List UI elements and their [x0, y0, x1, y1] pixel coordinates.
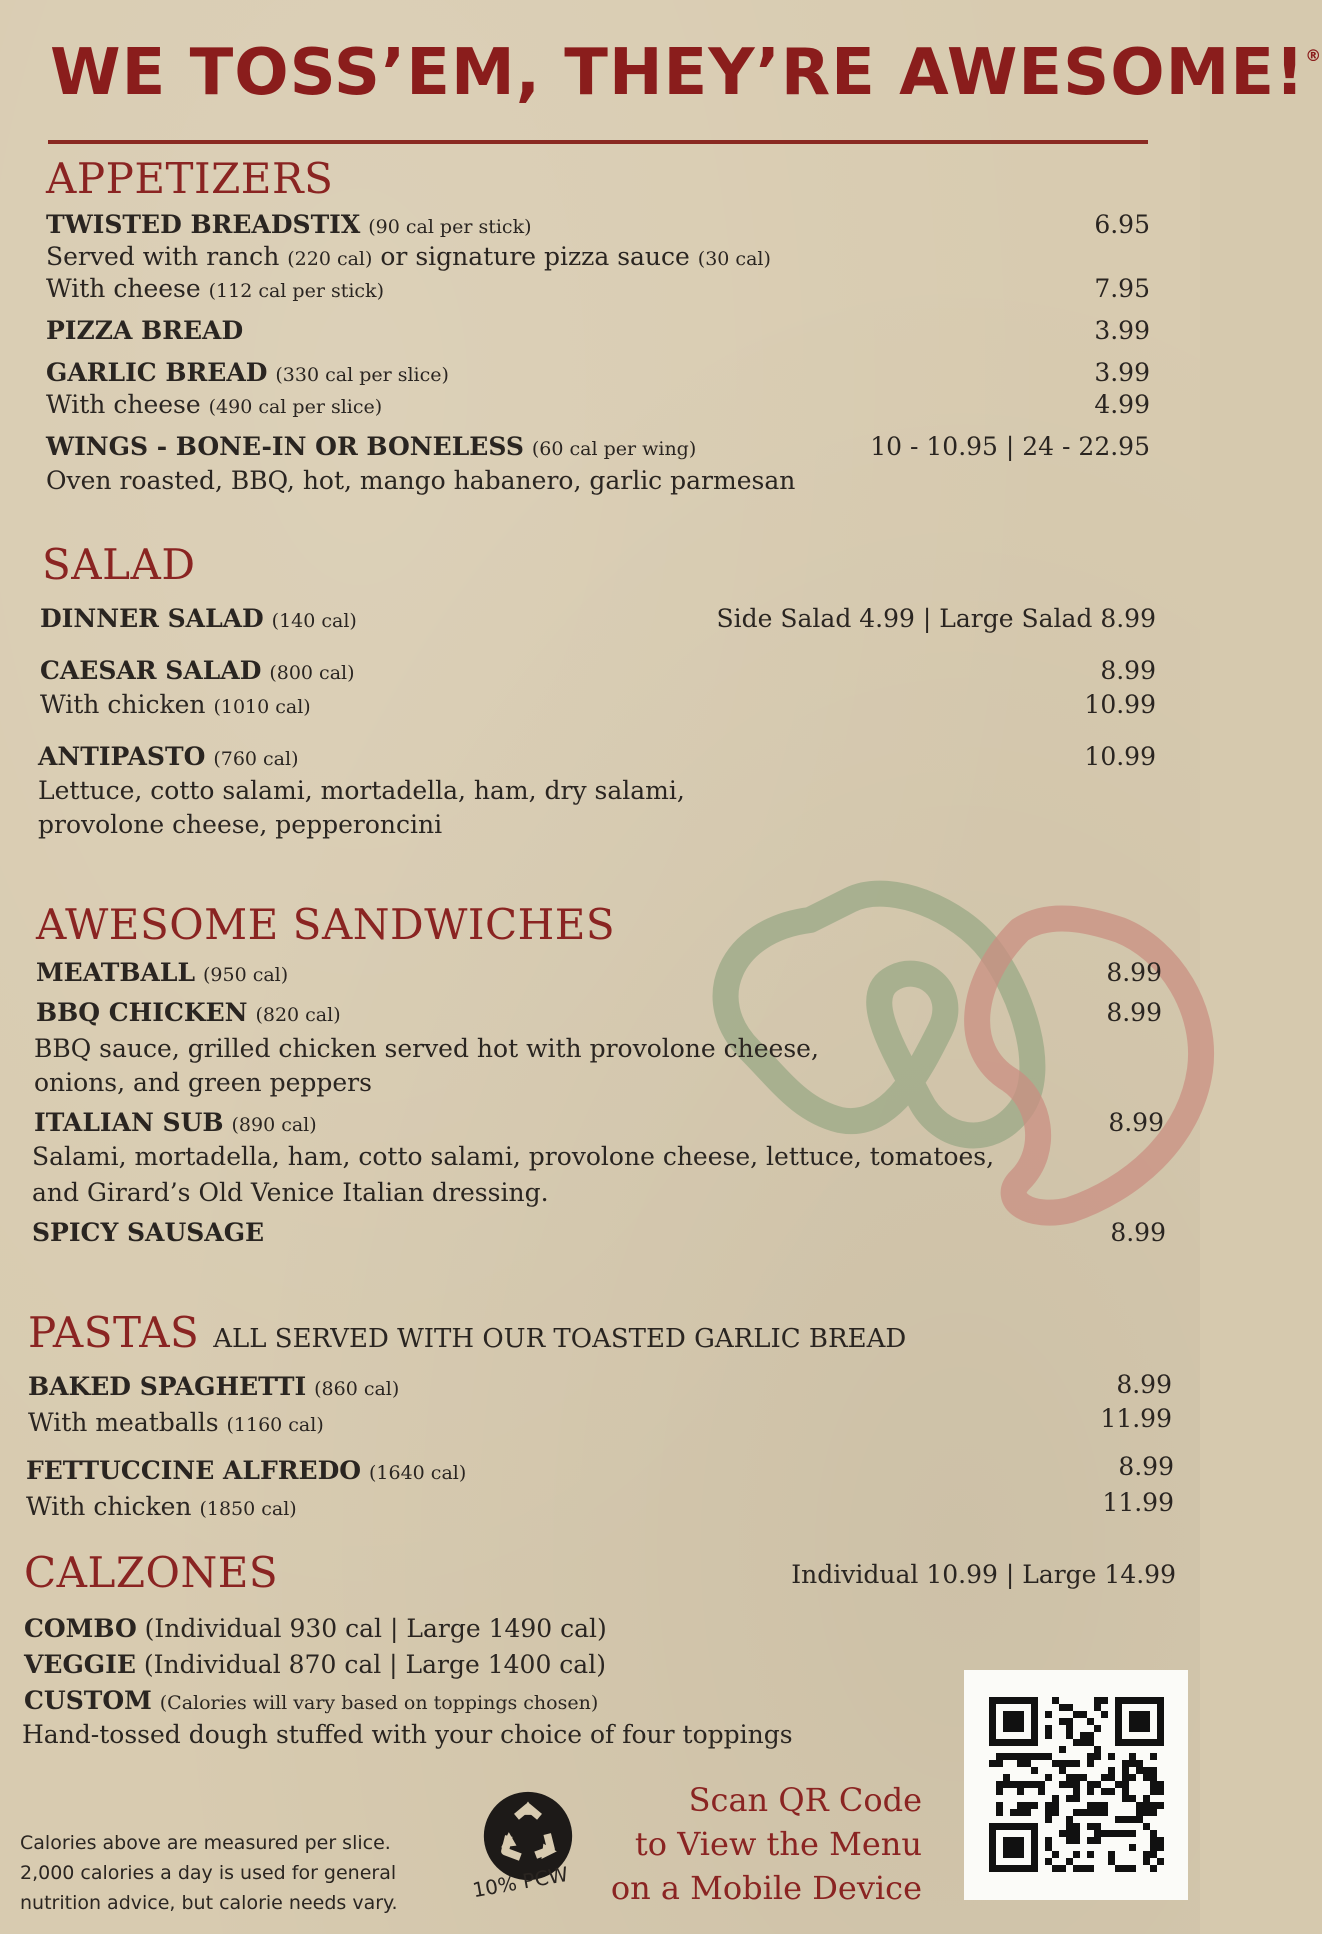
- qr-module: [1136, 1767, 1143, 1774]
- section-title-sandwiches: AWESOME SANDWICHES: [36, 900, 616, 949]
- qr-module: [1108, 1774, 1115, 1781]
- qr-module: [1108, 1788, 1115, 1795]
- qr-module: [1045, 1802, 1052, 1809]
- item-description: Served with ranch (220 cal) or signature pizza sauce (30 cal): [46, 242, 771, 271]
- qr-module: [1143, 1802, 1150, 1809]
- item-option: With cheese (490 cal per slice): [46, 390, 383, 419]
- qr-module: [1143, 1795, 1150, 1802]
- qr-module: [1003, 1781, 1010, 1788]
- qr-module: [1059, 1718, 1066, 1725]
- qr-module: [1080, 1732, 1087, 1739]
- qr-module: [1010, 1809, 1017, 1816]
- qr-module: [1157, 1858, 1164, 1865]
- qr-module: [1143, 1851, 1150, 1858]
- qr-module: [1087, 1851, 1094, 1858]
- qr-module: [1017, 1781, 1024, 1788]
- qr-module: [1108, 1753, 1115, 1760]
- item-price: Side Salad 4.99 | Large Salad 8.99: [716, 604, 1156, 633]
- item-price: 3.99: [1094, 358, 1150, 387]
- qr-module: [1129, 1753, 1136, 1760]
- qr-module: [1073, 1711, 1080, 1718]
- item-price: 8.99: [1106, 998, 1162, 1027]
- item-description: provolone cheese, pepperoncini: [38, 810, 443, 839]
- qr-module: [1038, 1788, 1045, 1795]
- menu-item: CUSTOM (Calories will vary based on toppings chosen): [24, 1686, 599, 1715]
- qr-module: [1094, 1704, 1101, 1711]
- qr-module: [1143, 1767, 1150, 1774]
- qr-module: [1073, 1865, 1080, 1872]
- qr-module: [1157, 1802, 1164, 1809]
- qr-module: [1108, 1858, 1115, 1865]
- qr-module: [1059, 1704, 1066, 1711]
- qr-module: [1122, 1760, 1129, 1767]
- qr-module: [1052, 1851, 1059, 1858]
- qr-module: [1059, 1865, 1066, 1872]
- qr-module: [1066, 1732, 1073, 1739]
- qr-module: [1073, 1823, 1080, 1830]
- menu-item: FETTUCCINE ALFREDO (1640 cal): [26, 1456, 467, 1485]
- qr-module: [1150, 1830, 1157, 1837]
- item-price: 11.99: [1102, 1488, 1174, 1517]
- qr-module: [1052, 1802, 1059, 1809]
- qr-module: [1122, 1830, 1129, 1837]
- qr-module: [1115, 1830, 1122, 1837]
- qr-module: [1129, 1830, 1136, 1837]
- qr-module: [1080, 1809, 1087, 1816]
- qr-module: [1150, 1774, 1157, 1781]
- recycle-label: 10% PCW: [470, 1861, 570, 1903]
- qr-module: [1052, 1795, 1059, 1802]
- menu-item: SPICY SAUSAGE: [32, 1218, 265, 1247]
- qr-module: [1101, 1697, 1108, 1704]
- menu-item: PIZZA BREAD: [46, 316, 244, 345]
- item-description: onions, and green peppers: [34, 1068, 372, 1097]
- qr-module: [1087, 1837, 1094, 1844]
- qr-module: [1087, 1809, 1094, 1816]
- qr-module: [1080, 1774, 1087, 1781]
- qr-module: [1066, 1795, 1073, 1802]
- qr-module: [1045, 1816, 1052, 1823]
- qr-module: [1073, 1851, 1080, 1858]
- qr-module: [1045, 1844, 1052, 1851]
- qr-module: [1094, 1781, 1101, 1788]
- qr-module: [1150, 1781, 1157, 1788]
- qr-module: [1073, 1809, 1080, 1816]
- qr-module: [1031, 1781, 1038, 1788]
- menu-item: TWISTED BREADSTIX (90 cal per stick): [46, 210, 532, 239]
- qr-module: [1073, 1760, 1080, 1767]
- qr-module: [1143, 1823, 1150, 1830]
- qr-module: [1129, 1844, 1136, 1851]
- qr-module: [1129, 1760, 1136, 1767]
- qr-code[interactable]: [964, 1670, 1188, 1900]
- headline-divider: [48, 140, 1148, 144]
- qr-module: [1038, 1753, 1045, 1760]
- qr-module: [1087, 1788, 1094, 1795]
- qr-module: [1087, 1823, 1094, 1830]
- qr-module: [996, 1788, 1003, 1795]
- qr-module: [1017, 1809, 1024, 1816]
- qr-module: [1080, 1711, 1087, 1718]
- qr-module: [1031, 1802, 1038, 1809]
- qr-module: [1073, 1830, 1080, 1837]
- qr-module: [1108, 1830, 1115, 1837]
- qr-module: [1066, 1837, 1073, 1844]
- qr-module: [1066, 1718, 1073, 1725]
- qr-module: [1115, 1816, 1122, 1823]
- qr-module: [1024, 1753, 1031, 1760]
- pretzel-logo: [690, 820, 1210, 1240]
- qr-module: [1094, 1837, 1101, 1844]
- section-title-appetizers: APPETIZERS: [46, 154, 334, 203]
- qr-module: [1129, 1795, 1136, 1802]
- qr-module: [1101, 1788, 1108, 1795]
- calzone-price: Individual 10.99 | Large 14.99: [791, 1560, 1176, 1589]
- qr-module: [1143, 1809, 1150, 1816]
- menu-item: ITALIAN SUB (890 cal): [34, 1108, 317, 1137]
- qr-module: [1108, 1767, 1115, 1774]
- menu-item: BBQ CHICKEN (820 cal): [36, 998, 341, 1027]
- qr-module: [1045, 1858, 1052, 1865]
- qr-module: [1073, 1781, 1080, 1788]
- item-option: With chicken (1010 cal): [40, 690, 311, 719]
- qr-module: [1136, 1760, 1143, 1767]
- qr-module: [1136, 1802, 1143, 1809]
- qr-module: [1101, 1830, 1108, 1837]
- qr-module: [1073, 1788, 1080, 1795]
- qr-module: [1101, 1711, 1108, 1718]
- menu-item: ANTIPASTO (760 cal): [38, 742, 299, 771]
- qr-module: [1066, 1760, 1073, 1767]
- qr-module: [1052, 1865, 1059, 1872]
- calorie-note: Calories above are measured per slice. 2,000 calories a day is used for general nutrition advice, but calorie needs vary.: [20, 1832, 398, 1914]
- qr-module: [1122, 1865, 1129, 1872]
- qr-module: [1122, 1767, 1129, 1774]
- qr-module: [1129, 1774, 1136, 1781]
- qr-module: [1101, 1774, 1108, 1781]
- item-price: 8.99: [1118, 1452, 1174, 1481]
- qr-module: [1024, 1760, 1031, 1767]
- qr-module: [1122, 1816, 1129, 1823]
- section-title-salad: SALAD: [42, 540, 196, 589]
- item-price: 8.99: [1108, 1108, 1164, 1137]
- qr-module: [1150, 1844, 1157, 1851]
- menu-item: WINGS - BONE-IN OR BONELESS (60 cal per wing): [46, 432, 697, 461]
- item-price: 10.99: [1084, 690, 1156, 719]
- qr-module: [1157, 1781, 1164, 1788]
- qr-module: [1094, 1823, 1101, 1830]
- menu-item: COMBO (Individual 930 cal | Large 1490 cal): [24, 1614, 607, 1643]
- qr-module: [1150, 1865, 1157, 1872]
- item-description: Hand-tossed dough stuffed with your choice of four toppings: [22, 1720, 793, 1749]
- qr-module: [1143, 1774, 1150, 1781]
- qr-module: [1150, 1802, 1157, 1809]
- qr-module: [1150, 1788, 1157, 1795]
- qr-module: [1087, 1760, 1094, 1767]
- item-price: 11.99: [1100, 1404, 1172, 1433]
- qr-module: [1045, 1732, 1052, 1739]
- qr-code-image: [964, 1670, 1188, 1900]
- qr-module: [1010, 1781, 1017, 1788]
- menu-item: VEGGIE (Individual 870 cal | Large 1400 cal): [24, 1650, 606, 1679]
- menu-item: GARLIC BREAD (330 cal per slice): [46, 358, 449, 387]
- qr-module: [1150, 1851, 1157, 1858]
- qr-module: [1094, 1753, 1101, 1760]
- qr-module: [1087, 1732, 1094, 1739]
- qr-module: [1059, 1781, 1066, 1788]
- qr-module: [1122, 1788, 1129, 1795]
- item-description: BBQ sauce, grilled chicken served hot with provolone cheese,: [34, 1034, 819, 1063]
- qr-module: [1045, 1837, 1052, 1844]
- qr-module: [1017, 1760, 1024, 1767]
- qr-module: [1087, 1865, 1094, 1872]
- item-option: With meatballs (1160 cal): [28, 1408, 324, 1437]
- qr-module: [1024, 1802, 1031, 1809]
- qr-module: [1066, 1781, 1073, 1788]
- qr-module: [1045, 1753, 1052, 1760]
- qr-module: [1045, 1711, 1052, 1718]
- menu-item: CAESAR SALAD (800 cal): [40, 656, 355, 685]
- item-price: 6.95: [1094, 210, 1150, 239]
- qr-module: [1066, 1774, 1073, 1781]
- item-price: 4.99: [1094, 390, 1150, 419]
- qr-module: [1115, 1865, 1122, 1872]
- qr-module: [1094, 1746, 1101, 1753]
- qr-module: [1017, 1802, 1024, 1809]
- section-title-pastas: PASTAS ALL SERVED WITH OUR TOASTED GARLIC BREAD: [28, 1308, 907, 1357]
- qr-module: [1129, 1816, 1136, 1823]
- qr-module: [1094, 1725, 1101, 1732]
- qr-module: [1024, 1809, 1031, 1816]
- qr-module: [1031, 1753, 1038, 1760]
- section-title-calzones: CALZONES: [24, 1548, 279, 1597]
- qr-module: [1045, 1774, 1052, 1781]
- item-description: Lettuce, cotto salami, mortadella, ham, dry salami,: [38, 776, 685, 805]
- qr-module: [1003, 1753, 1010, 1760]
- qr-module: [1087, 1802, 1094, 1809]
- pastas-subtitle: ALL SERVED WITH OUR TOASTED GARLIC BREAD: [213, 1324, 907, 1354]
- menu-item: DINNER SALAD (140 cal): [40, 604, 357, 633]
- item-price: 8.99: [1116, 1370, 1172, 1399]
- item-price: 10.99: [1084, 742, 1156, 771]
- qr-module: [1136, 1816, 1143, 1823]
- qr-module: [1143, 1858, 1150, 1865]
- scan-qr-text: Scan QR Code to View the Menu on a Mobile Device: [610, 1781, 922, 1907]
- menu-headline: WE TOSS’EM, THEY’RE AWESOME!®: [50, 36, 1322, 110]
- menu-item: BAKED SPAGHETTI (860 cal): [28, 1372, 400, 1401]
- qr-module: [1052, 1697, 1059, 1704]
- qr-module: [1094, 1697, 1101, 1704]
- qr-module: [1122, 1774, 1129, 1781]
- qr-module: [1101, 1802, 1108, 1809]
- qr-module: [1122, 1795, 1129, 1802]
- qr-module: [1094, 1802, 1101, 1809]
- menu-item: MEATBALL (950 cal): [36, 958, 289, 987]
- qr-module: [996, 1760, 1003, 1767]
- qr-module: [1080, 1739, 1087, 1746]
- qr-module: [1052, 1809, 1059, 1816]
- qr-module: [1059, 1767, 1066, 1774]
- qr-module: [1059, 1830, 1066, 1837]
- item-description: Salami, mortadella, ham, cotto salami, provolone cheese, lettuce, tomatoes,: [32, 1142, 995, 1171]
- qr-module: [1031, 1767, 1038, 1774]
- item-price: 7.95: [1094, 274, 1150, 303]
- qr-module: [1150, 1809, 1157, 1816]
- item-price: 10 - 10.95 | 24 - 22.95: [870, 432, 1150, 461]
- qr-module: [1101, 1809, 1108, 1816]
- qr-module: [1017, 1788, 1024, 1795]
- qr-module: [1052, 1760, 1059, 1767]
- qr-module: [996, 1802, 1003, 1809]
- qr-module: [1073, 1795, 1080, 1802]
- item-option: With cheese (112 cal per stick): [46, 274, 384, 303]
- qr-module: [1094, 1830, 1101, 1837]
- qr-module: [1059, 1760, 1066, 1767]
- qr-module: [1038, 1781, 1045, 1788]
- qr-module: [1017, 1753, 1024, 1760]
- qr-module: [1094, 1809, 1101, 1816]
- qr-module: [1010, 1753, 1017, 1760]
- qr-module: [996, 1753, 1003, 1760]
- item-price: 8.99: [1110, 1218, 1166, 1247]
- item-description: and Girard’s Old Venice Italian dressing.: [32, 1178, 549, 1207]
- qr-module: [1066, 1823, 1073, 1830]
- qr-module: [1150, 1753, 1157, 1760]
- qr-module: [1136, 1809, 1143, 1816]
- qr-module: [1059, 1746, 1066, 1753]
- qr-module: [1150, 1837, 1157, 1844]
- qr-module: [1157, 1844, 1164, 1851]
- qr-module: [1087, 1739, 1094, 1746]
- qr-module: [1122, 1781, 1129, 1788]
- item-price: 3.99: [1094, 316, 1150, 345]
- item-option: With chicken (1850 cal): [26, 1492, 297, 1521]
- qr-module: [1157, 1837, 1164, 1844]
- qr-module: [1157, 1788, 1164, 1795]
- qr-module: [1003, 1774, 1010, 1781]
- qr-module: [1087, 1781, 1094, 1788]
- qr-module: [1066, 1858, 1073, 1865]
- qr-module: [1080, 1865, 1087, 1872]
- qr-module: [1045, 1725, 1052, 1732]
- qr-module: [1087, 1718, 1094, 1725]
- qr-module: [989, 1760, 996, 1767]
- qr-module: [1066, 1725, 1073, 1732]
- qr-module: [1024, 1781, 1031, 1788]
- qr-module: [996, 1781, 1003, 1788]
- qr-module: [1115, 1781, 1122, 1788]
- qr-module: [1073, 1837, 1080, 1844]
- qr-module: [1087, 1753, 1094, 1760]
- item-price: 8.99: [1106, 958, 1162, 987]
- item-description: Oven roasted, BBQ, hot, mango habanero, garlic parmesan: [46, 466, 796, 495]
- qr-module: [1073, 1774, 1080, 1781]
- qr-module: [1066, 1830, 1073, 1837]
- qr-module: [1045, 1809, 1052, 1816]
- qr-module: [996, 1809, 1003, 1816]
- qr-module: [1150, 1767, 1157, 1774]
- qr-module: [1129, 1865, 1136, 1872]
- qr-module: [1066, 1704, 1073, 1711]
- item-price: 8.99: [1100, 656, 1156, 685]
- qr-module: [1066, 1816, 1073, 1823]
- qr-module: [1073, 1739, 1080, 1746]
- qr-module: [1108, 1851, 1115, 1858]
